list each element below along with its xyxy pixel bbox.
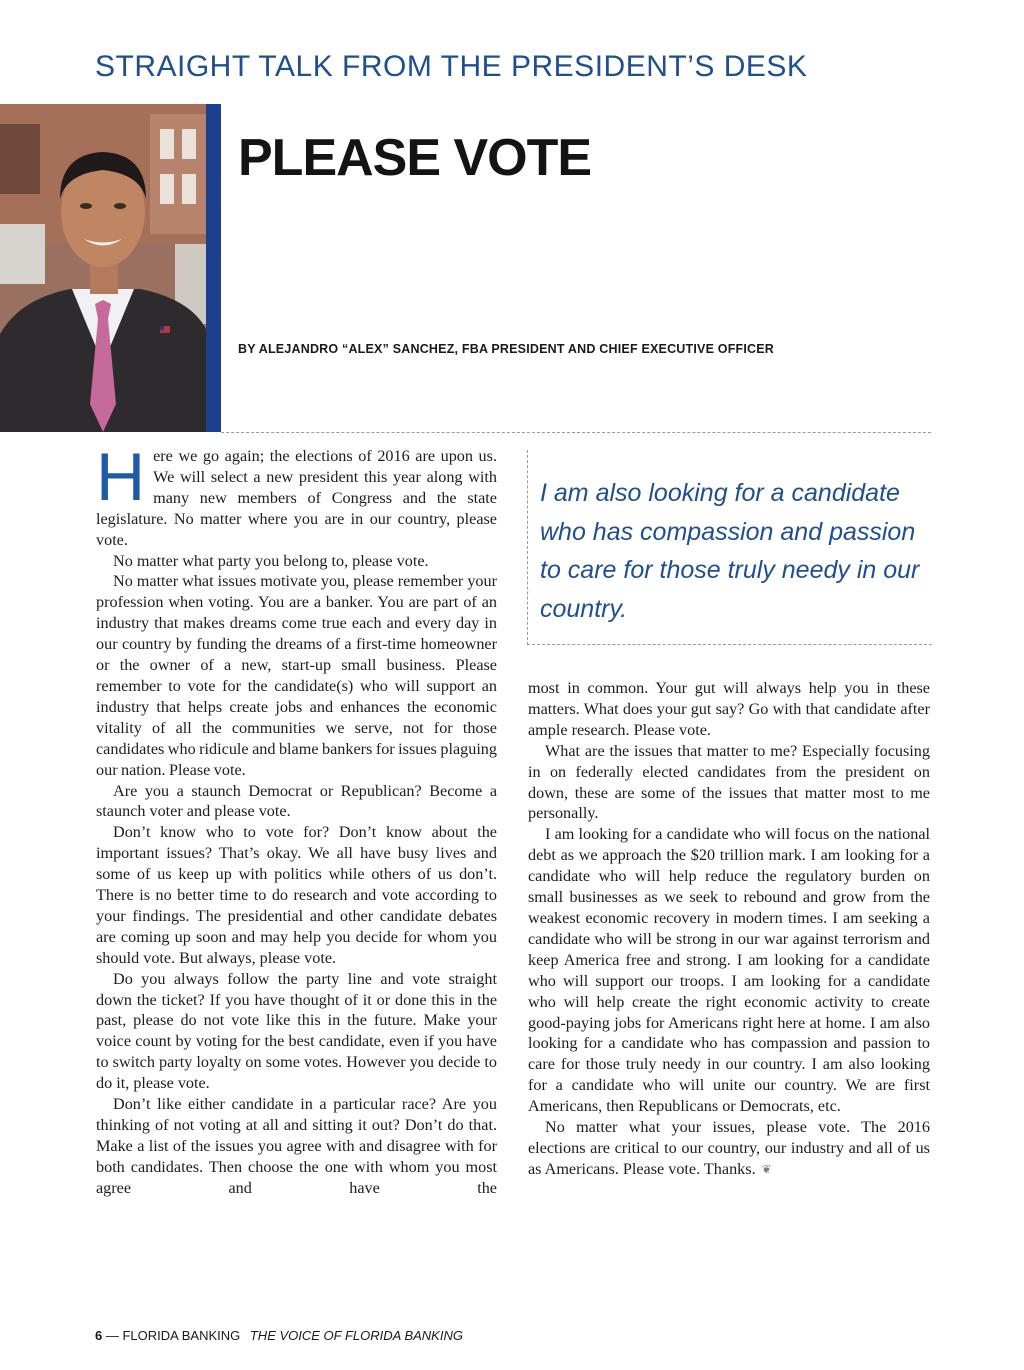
body-paragraph: I am looking for a candidate who will focus on the national debt as we approach the $20 trillion mark. I am looking for a candidate who will help reduce the regulatory burden on small businesses as we seek to rebound and grow from the weakest economic recovery in modern times. I am seeking a candidate who will be strong in our war against terrorism and keep America free and strong. I am looking for a candidate who will support our troops. I am looking for a candidate who will help create the right economic activity to create good-paying jobs for Americans right here at home. I am also looking for a candidate who has compassion and passion to care for those truly needy in our country. I am also looking for a candidate who will unite our country. We are first Americans, then Republicans or Democrats, etc. bbox=[528, 825, 930, 1116]
intro-paragraph bbox=[96, 439, 497, 551]
author-photo bbox=[0, 104, 206, 432]
accent-bar bbox=[206, 104, 221, 432]
fba-end-mark-icon: ❦ bbox=[761, 1161, 772, 1176]
byline: BY ALEJANDRO “ALEX” SANCHEZ, FBA PRESIDENT AND CHIEF EXECUTIVE OFFICER bbox=[238, 342, 775, 356]
body-paragraph: No matter what party you belong to, please vote. bbox=[113, 551, 429, 570]
pull-quote: I am also looking for a candidate who has compassion and passion to care for those truly needy in our country. bbox=[540, 479, 920, 624]
left-column bbox=[96, 439, 497, 1199]
dashed-divider bbox=[221, 432, 931, 433]
page-footer bbox=[95, 1328, 463, 1343]
body-paragraph: Do you always follow the party line and vote straight down the ticket? If you have thought of it or done this in the past, please do not vote like this in the future. Make your voice count by voting for the best candidate, even if you have to switch party loyalty on some votes. However you decide to do it, please vote. bbox=[96, 969, 497, 1093]
closing-text: No matter what your issues, please vote. The 2016 elections are critical to our country, our industry and all of us as Americans. Please vote. Thanks. bbox=[528, 1118, 930, 1178]
right-column bbox=[528, 678, 930, 1180]
drop-cap: H bbox=[96, 439, 146, 515]
page-number: 6 bbox=[95, 1328, 103, 1343]
body-paragraph: No matter what issues motivate you, please remember your profession when voting. You are a banker. You are part of an industry that makes dreams come true each and every day in our country by funding the dreams of a first-time homeowner or the owner of a new, start-up small business. Please remember to vote for the candidate(s) who will support an industry that helps create jobs and enhances the economic vitality of all the communities we serve, not for those candidates who ridicule and blame bankers for issues plaguing our nation. Please vote. bbox=[96, 572, 497, 779]
body-paragraph: Don’t like either candidate in a particular race? Are you thinking of not voting at all and sitting it out? Don’t do that. Make a list of the issues you agree with and disagree with for both candidates. Then choose the one with whom you most agree and have the bbox=[96, 1095, 497, 1197]
body-paragraph: What are the issues that matter to me? Especially focusing in on federally elected candidates from the president on down, these are some of the issues that matter most to me personally. bbox=[528, 741, 930, 823]
intro-text: ere we go again; the elections of 2016 are upon us. We will select a new president this year along with many new members of Congress and the state legislature. No matter where you are in our country, please vote. bbox=[96, 447, 497, 549]
article-title: PLEASE VOTE bbox=[238, 129, 592, 187]
body-paragraph: Don’t know who to vote for? Don’t know about the important issues? That’s okay. We all have busy lives and some of us keep up with politics while others of us don’t. There is no better time to do research and vote according to your findings. The presidential and other candidate debates are coming up soon and may help you decide for whom you should vote. But always, please vote. bbox=[96, 823, 497, 967]
closing-paragraph bbox=[528, 1117, 930, 1180]
body-paragraph: most in common. Your gut will always help you in these matters. What does your gut say? Go with that candidate after ample research. Please vote. bbox=[528, 679, 930, 739]
footer-separator: — bbox=[105, 1328, 119, 1343]
publication-tagline: THE VOICE OF FLORIDA BANKING bbox=[249, 1328, 463, 1343]
publication-name: FLORIDA BANKING bbox=[122, 1328, 241, 1343]
section-header: STRAIGHT TALK FROM THE PRESIDENT’S DESK bbox=[95, 50, 808, 83]
body-paragraph: Are you a staunch Democrat or Republican? Become a staunch voter and please vote. bbox=[96, 781, 497, 821]
